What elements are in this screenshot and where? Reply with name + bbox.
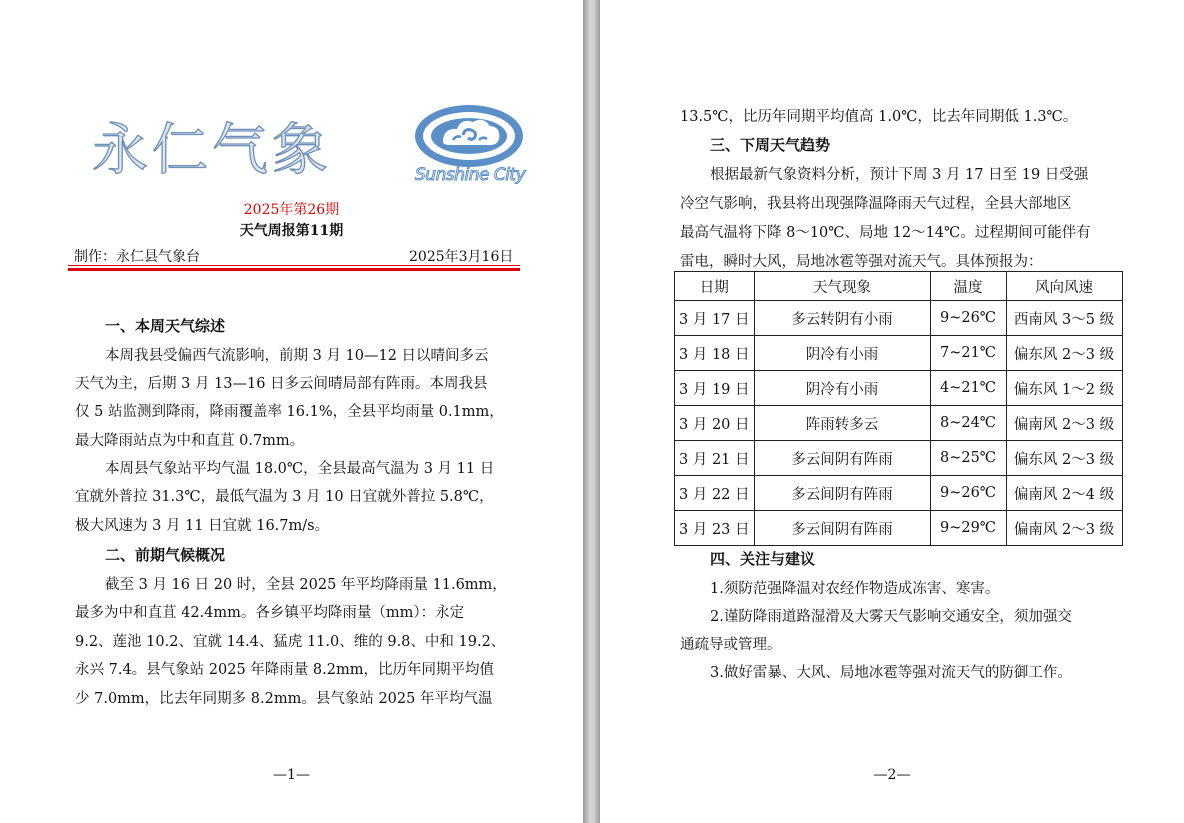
table-cell: 阴冷有小雨: [754, 336, 930, 371]
table-cell: 偏南风 2～3 级: [1006, 406, 1122, 441]
issue-number: 2025年第26期: [243, 202, 340, 218]
table-row: [675, 301, 1123, 336]
table-cell: 偏南风 2～4 级: [1006, 476, 1122, 511]
table-header-cell: 天气现象: [754, 272, 930, 301]
table-header-cell: 风向风速: [1006, 272, 1122, 301]
paragraph-line: 少 7.0mm，比去年同期多 8.2mm。县气象站 2025 年平均气温: [75, 691, 493, 707]
sunshine-city-logo-icon: [413, 102, 527, 194]
table-cell: 3 月 22 日: [675, 476, 755, 511]
paragraph-line: 极大风速为 3 月 11 日宜就 16.7m/s。: [75, 518, 330, 534]
section-1-heading: 一、本周天气综述: [105, 317, 226, 335]
paragraph-line: 最大降雨站点为中和直苴 0.7mm。: [75, 433, 305, 449]
paragraph-line: 3.做好雷暴、大风、局地冰雹等强对流天气的防御工作。: [710, 665, 1072, 681]
paragraph-line: 雷电，瞬时大风，局地冰雹等强对流天气。具体预报为：: [680, 254, 1043, 270]
header-divider-thin: [68, 265, 520, 266]
table-cell: 偏东风 2～3 级: [1006, 441, 1122, 476]
paragraph-line: 本周县气象站平均气温 18.0℃，全县最高气温为 3 月 11 日: [105, 461, 495, 477]
table-cell: 3 月 19 日: [675, 371, 755, 406]
table-cell: 3 月 20 日: [675, 406, 755, 441]
section-4-heading: 四、关注与建议: [710, 550, 816, 568]
paragraph-line: 9.2、莲池 10.2、宜就 14.4、猛虎 11.0、维的 9.8、中和 19.2、: [75, 634, 506, 650]
paragraph-line: 最高气温将下降 8～10℃、局地 12～14℃。过程期间可能伴有: [680, 225, 1091, 241]
table-cell: 3 月 17 日: [675, 301, 755, 336]
table-cell: 9~26℃: [930, 476, 1006, 511]
page-number: —2—: [873, 767, 911, 783]
header-divider-thick: [68, 268, 520, 271]
paragraph-line: 截至 3 月 16 日 20 时，全县 2025 年平均降雨量 11.6mm，: [105, 577, 507, 593]
paragraph-line: 宜就外普拉 31.3℃，最低气温为 3 月 10 日宜就外普拉 5.8℃，: [75, 489, 494, 505]
table-cell: 多云间阴有阵雨: [754, 441, 930, 476]
table-cell: 阵雨转多云: [754, 406, 930, 441]
producer: 制作：永仁县气象台: [74, 249, 200, 265]
paragraph-line: 最多为中和直苴 42.4mm。各乡镇平均降雨量（mm）：永定: [75, 605, 465, 621]
table-row: [675, 441, 1123, 476]
paragraph-line: 本周我县受偏西气流影响，前期 3 月 10—12 日以晴间多云: [105, 348, 489, 364]
table-cell: 8~24℃: [930, 406, 1006, 441]
table-cell: 3 月 21 日: [675, 441, 755, 476]
table-cell: 3 月 23 日: [675, 511, 755, 546]
table-row: [675, 406, 1123, 441]
paragraph-line: 通疏导或管理。: [680, 637, 782, 653]
table-row: [675, 476, 1123, 511]
logo-subtitle: Sunshine City: [415, 165, 526, 185]
paragraph-line: 1.须防范强降温对农经作物造成冻害、寒害。: [710, 581, 1000, 597]
table-cell: 3 月 18 日: [675, 336, 755, 371]
page-gutter: [583, 0, 600, 823]
table-cell: 西南风 3～5 级: [1006, 301, 1122, 336]
table-row: [675, 336, 1123, 371]
table-cell: 9~29℃: [930, 511, 1006, 546]
document-page-1: [0, 0, 583, 823]
table-cell: 9~26℃: [930, 301, 1006, 336]
paragraph-line: 13.5℃，比历年同期平均值高 1.0℃，比去年同期低 1.3℃。: [680, 109, 1078, 125]
table-row: [675, 511, 1123, 546]
table-header-cell: 温度: [930, 272, 1006, 301]
paragraph-line: 2.谨防降雨道路湿滑及大雾天气影响交通安全，须加强交: [710, 609, 1072, 625]
table-cell: 偏南风 2～3 级: [1006, 511, 1122, 546]
report-subtitle: 天气周报第11期: [239, 223, 344, 239]
table-header-cell: 日期: [675, 272, 755, 301]
table-row: [675, 371, 1123, 406]
table-cell: 8~25℃: [930, 441, 1006, 476]
table-cell: 7~21℃: [930, 336, 1006, 371]
table-header-row: [675, 272, 1123, 301]
table-cell: 多云间阴有阵雨: [754, 476, 930, 511]
table-cell: 偏东风 2～3 级: [1006, 336, 1122, 371]
table-cell: 多云间阴有阵雨: [754, 511, 930, 546]
table-cell: 4~21℃: [930, 371, 1006, 406]
forecast-table: [674, 271, 1123, 546]
section-3-heading: 三、下周天气趋势: [710, 136, 831, 154]
table-cell: 阴冷有小雨: [754, 371, 930, 406]
table-cell: 偏东风 1～2 级: [1006, 371, 1122, 406]
section-2-heading: 二、前期气候概况: [105, 546, 226, 564]
paragraph-line: 根据最新气象资料分析，预计下周 3 月 17 日至 19 日受强: [710, 167, 1089, 183]
table-cell: 多云转阴有小雨: [754, 301, 930, 336]
paragraph-line: 永兴 7.4。县气象站 2025 年降雨量 8.2mm，比历年同期平均值: [75, 662, 494, 678]
page-number: —1—: [273, 767, 310, 783]
paragraph-line: 仅 5 站监测到降雨，降雨覆盖率 16.1%，全县平均雨量 0.1mm，: [75, 404, 504, 420]
publish-date: 2025年3月16日: [409, 249, 514, 265]
paragraph-line: 冷空气影响，我县将出现强降温降雨天气过程，全县大部地区: [680, 196, 1072, 212]
paragraph-line: 天气为主，后期 3 月 13—16 日多云间晴局部有阵雨。本周我县: [75, 376, 488, 392]
logo-title: 永仁气象: [92, 118, 332, 183]
